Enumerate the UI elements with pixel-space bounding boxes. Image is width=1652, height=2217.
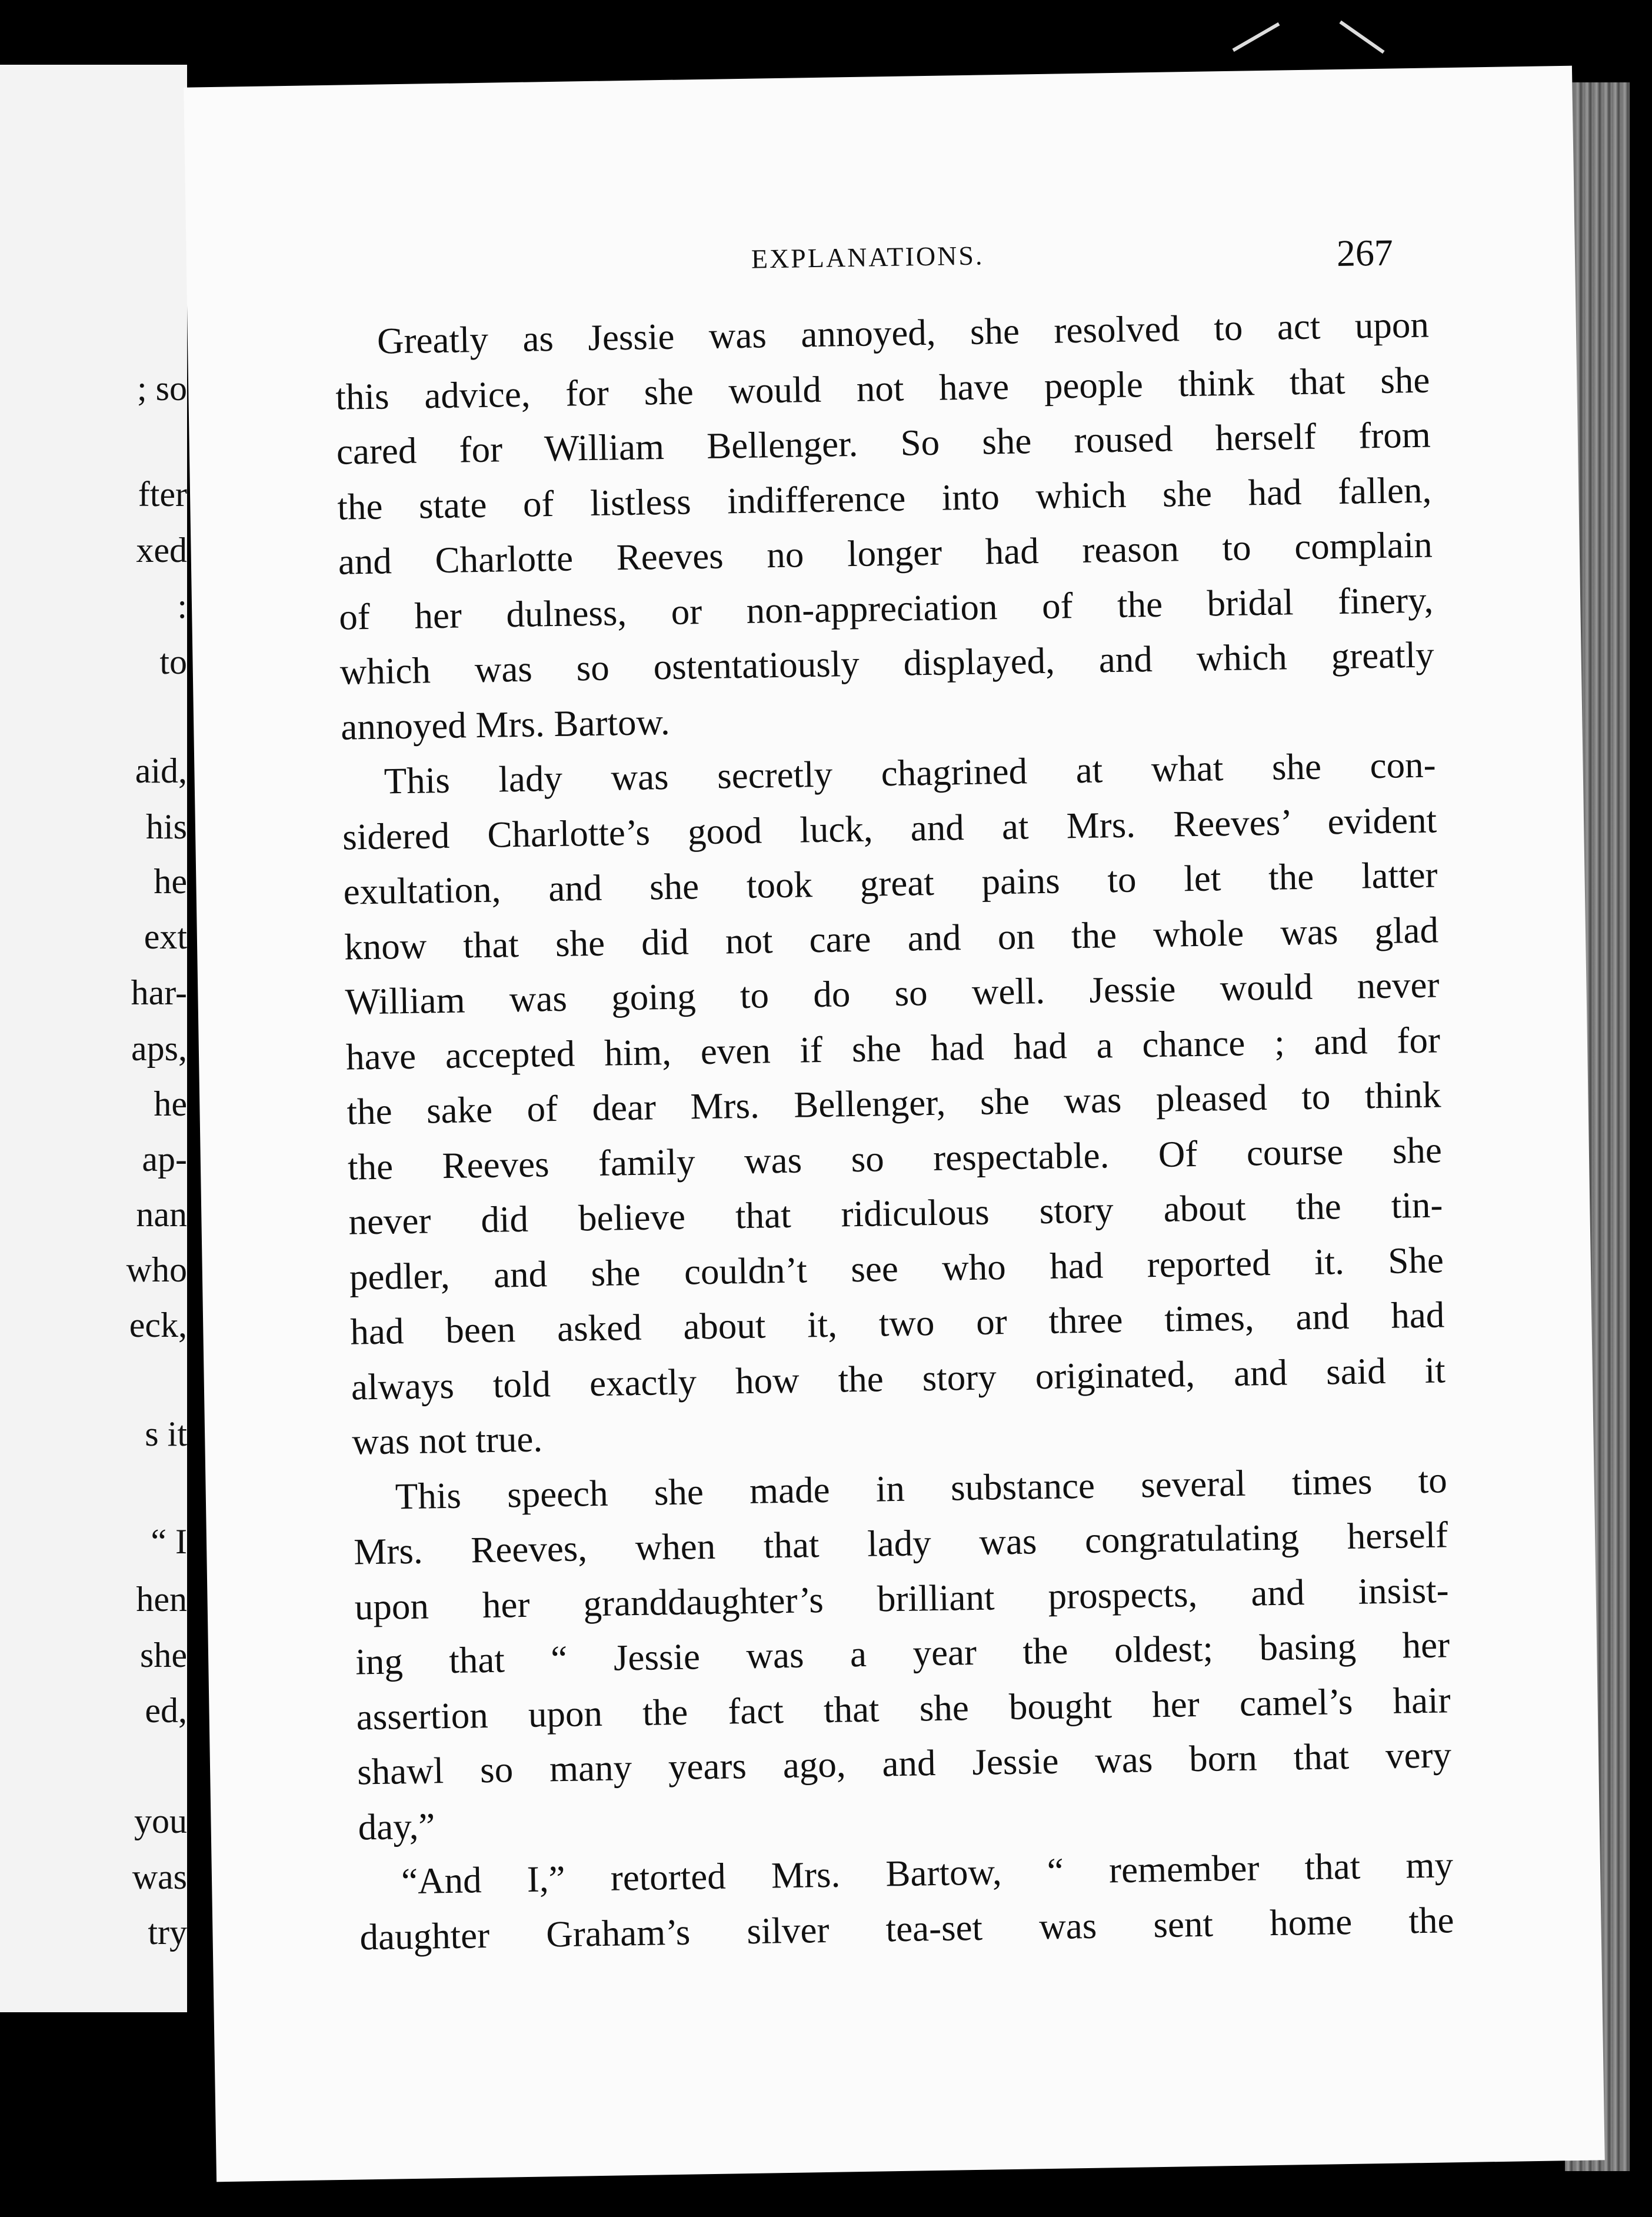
left-page-fragment: ed, [145, 1691, 187, 1730]
text-line: annoyed Mrs. Bartow. [340, 701, 671, 748]
left-page-fragment: he [154, 1084, 187, 1123]
scan-scratch-mark [1233, 22, 1280, 52]
text-line: William was going to do so well. Jessie would never [345, 964, 1440, 1023]
text-line: of her dulness, or non-appreciation of the bridal finery, [338, 579, 1434, 638]
text-line: “And I,” retorted Mrs. Bartow, “ remember that my [401, 1844, 1454, 1902]
text-line: daughter Graham’s silver tea-set was sent home the [359, 1899, 1454, 1958]
left-page-fragment: ; so [136, 369, 187, 408]
text-line: sidered Charlotte’s good luck, and at Mrs. Reeves’ evident [342, 798, 1437, 858]
text-line: and Charlotte Reeves no longer had reason to complain [338, 524, 1433, 582]
text-line: ing that “ Jessie was a year the oldest; basing her [355, 1624, 1450, 1683]
page-number: 267 [1336, 231, 1394, 275]
text-line: This speech she made in substance several times to [395, 1459, 1448, 1517]
left-page-fragment: har- [131, 973, 187, 1012]
left-page-fragment: to [159, 643, 187, 681]
left-page-fragment: s it [145, 1414, 187, 1453]
text-line: always told exactly how the story originated, and said it [351, 1349, 1446, 1408]
left-page-fragment: nan [136, 1195, 187, 1234]
left-page-fragment: who [126, 1250, 187, 1289]
text-line: never did believe that ridiculous story about the tin- [348, 1184, 1443, 1243]
text-line: upon her granddaughter’s brilliant prospects, and insist- [354, 1569, 1450, 1628]
text-line: Mrs. Reeves, when that lady was congratulating herself [353, 1514, 1448, 1573]
text-line: shawl so many years ago, and Jessie was born that very [357, 1734, 1452, 1793]
text-line: the Reeves family was so respectable. Of course she [347, 1129, 1443, 1188]
left-page-fragment: xed [136, 531, 187, 570]
text-line: this advice, for she would not have people think that she [335, 359, 1430, 418]
left-page-fragment: aps, [131, 1029, 187, 1068]
text-line: day,” [358, 1805, 435, 1847]
text-line: cared for William Bellenger. So she roused herself from [336, 414, 1431, 472]
text-line: the state of listless indifference into which she had fallen, [337, 469, 1432, 528]
running-head: EXPLANATIONS. [751, 240, 984, 274]
left-page-fragment: he [154, 862, 187, 901]
text-line: the sake of dear Mrs. Bellenger, she was pleased to think [347, 1074, 1441, 1133]
left-page-fragment: she [140, 1636, 187, 1675]
left-page-fragment: his [145, 807, 187, 846]
left-page-fragment: ext [144, 917, 187, 956]
text-line: Greatly as Jessie was annoyed, she resolved to act upon [377, 304, 1430, 362]
left-page-fragment: was [132, 1858, 187, 1896]
left-page-fragment: ap- [142, 1140, 187, 1179]
text-line: pedler, and she couldn’t see who had reported it. She [349, 1239, 1444, 1298]
left-page-fragment: eck, [129, 1306, 187, 1344]
text-line: exultation, and she took great pains to let the latter [343, 854, 1438, 913]
text-line: know that she did not care and on the whole was glad [344, 908, 1439, 968]
page-body [334, 298, 1454, 1965]
left-page-fragment: “ I [151, 1522, 187, 1561]
text-line: have accepted him, even if she had had a chance ; and for [345, 1018, 1441, 1078]
text-line: assertion upon the fact that she bought her camel’s hair [356, 1679, 1451, 1737]
left-page-fragment: aid, [135, 751, 187, 790]
left-page-fragment: hen [136, 1580, 187, 1619]
left-page-fragment: fter [138, 475, 187, 514]
text-line: was not true. [351, 1418, 543, 1463]
left-page-fragment: you [134, 1802, 187, 1840]
left-page-fragment: try [148, 1913, 187, 1952]
text-line: which was so ostentatiously displayed, and which greatly [339, 634, 1435, 693]
text-line: This lady was secretly chagrined at what she con- [384, 744, 1437, 802]
left-page-fragment: : [177, 587, 187, 625]
scan-scratch-mark [1339, 21, 1384, 54]
text-line: had been asked about it, two or three times, and had [349, 1294, 1445, 1353]
right-page [184, 66, 1605, 2182]
left-page [0, 65, 187, 2012]
